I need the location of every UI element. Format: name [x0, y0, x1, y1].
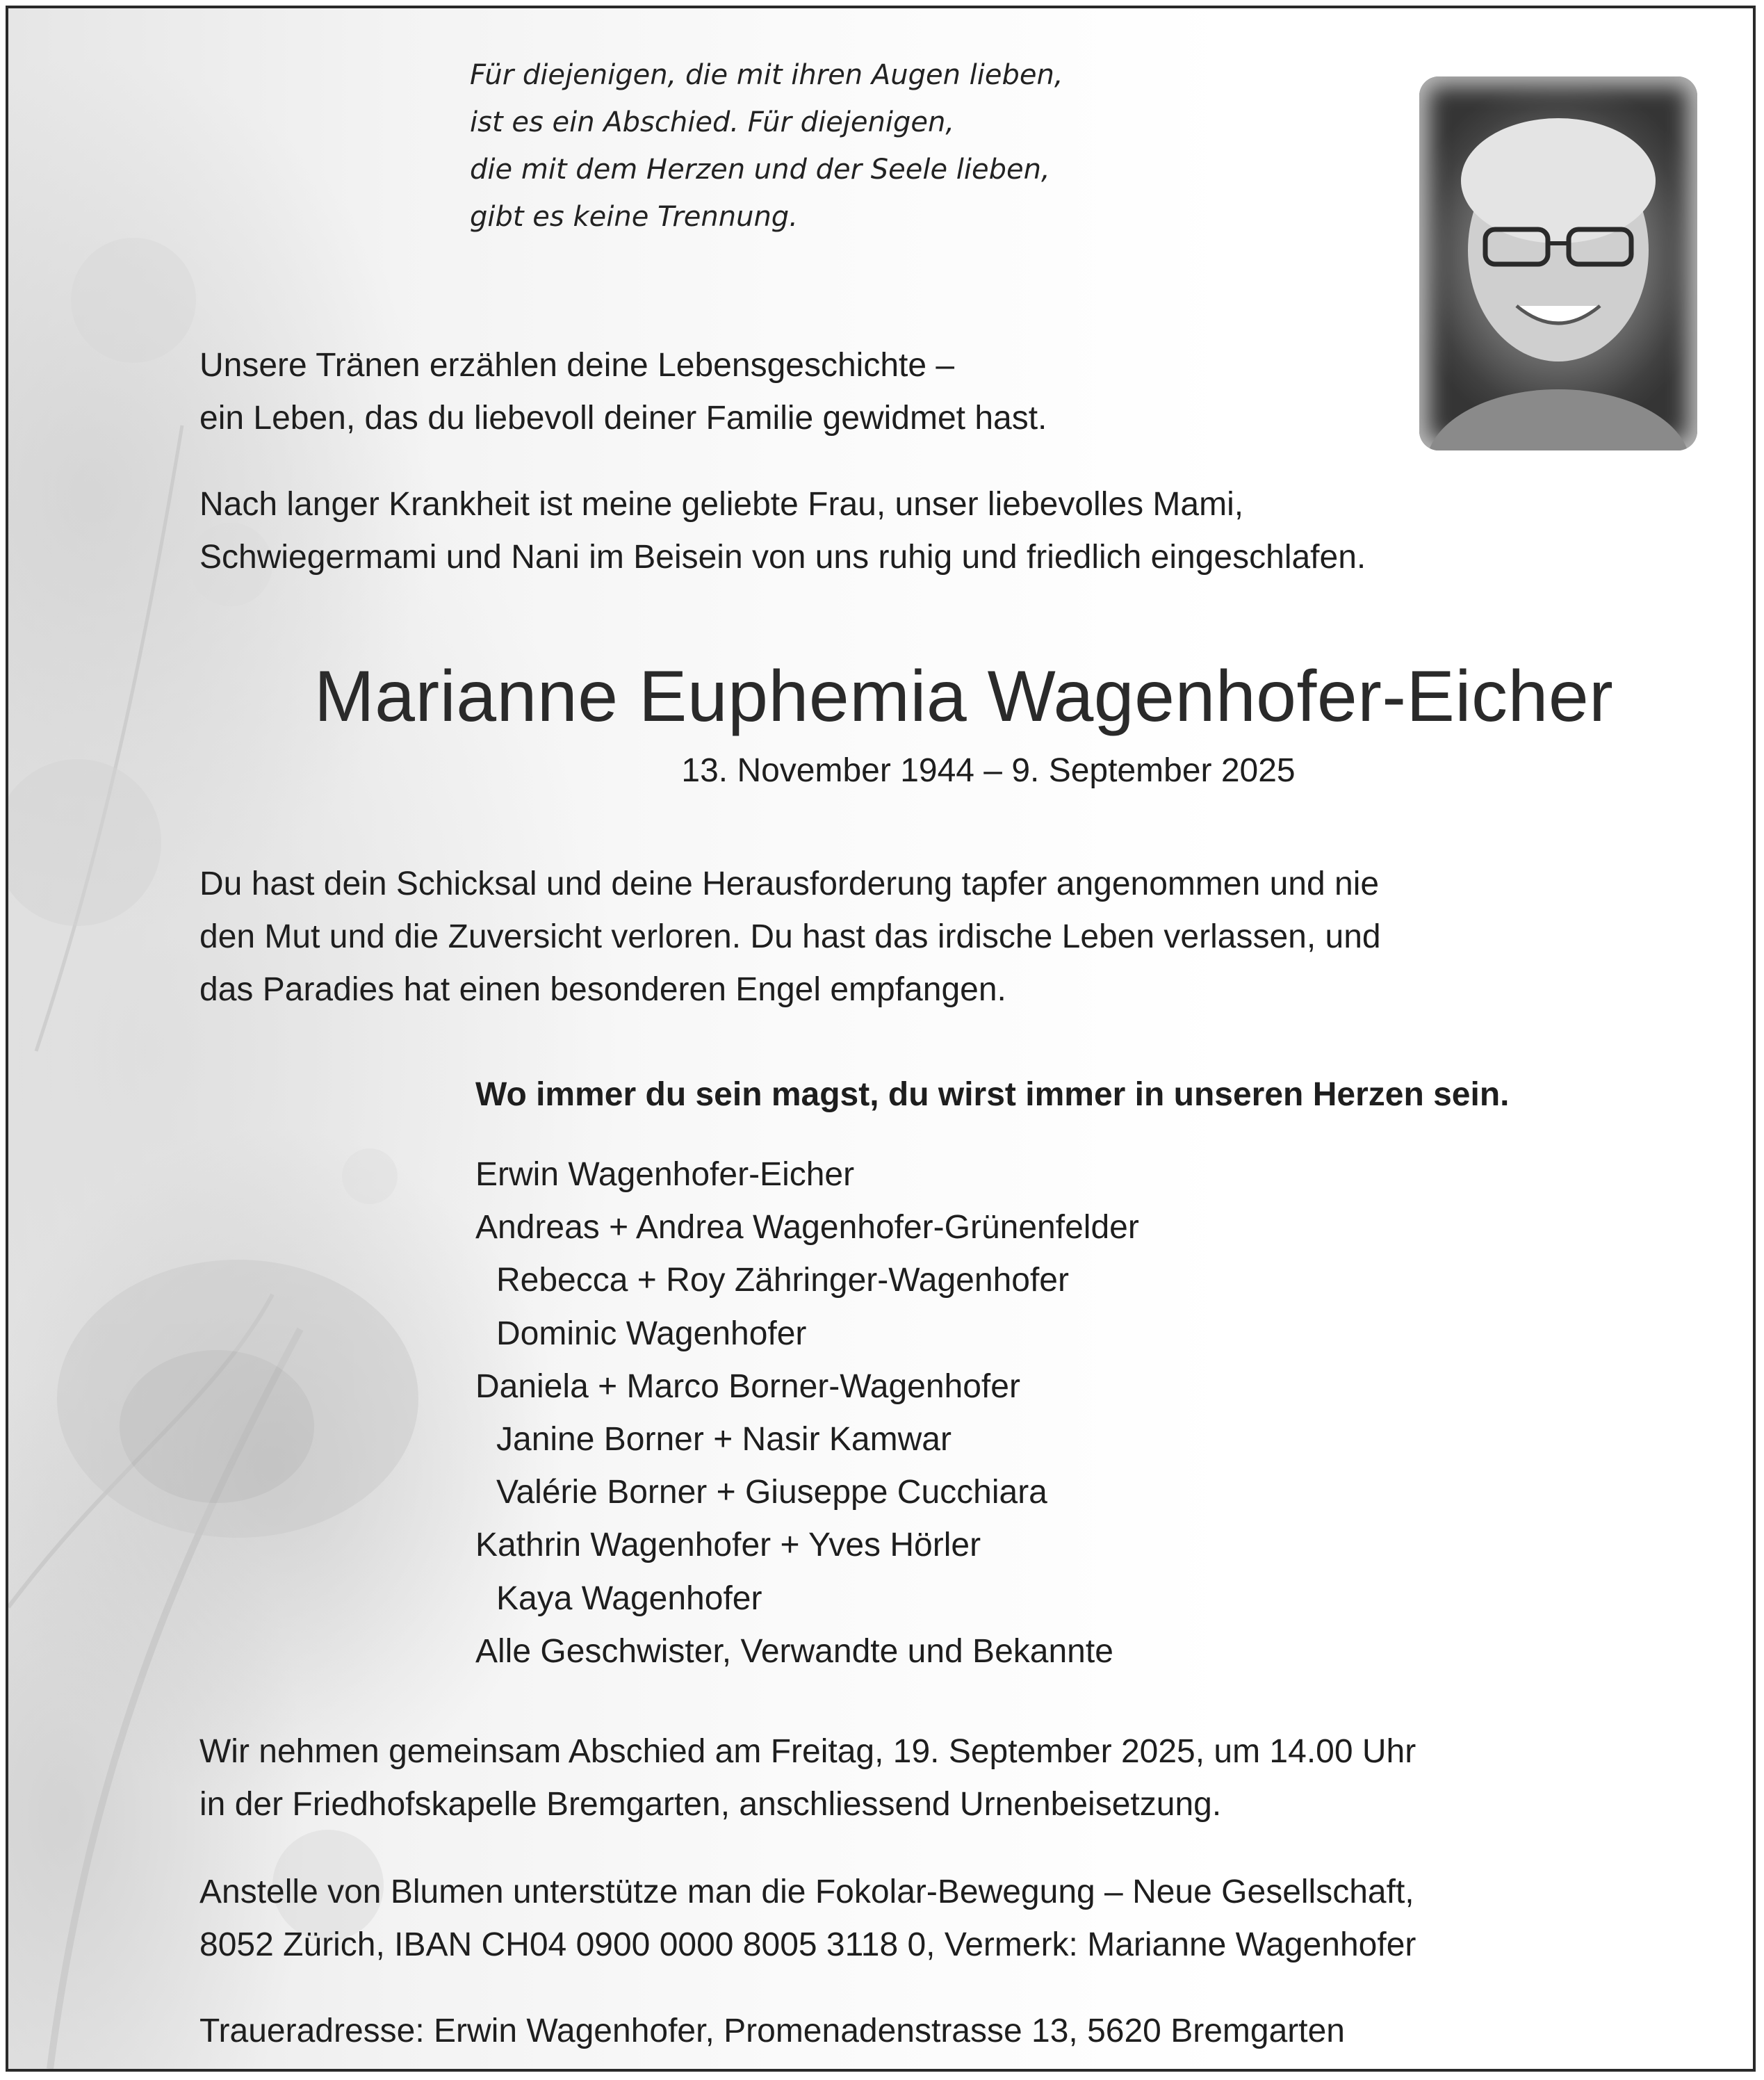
quote-line: ist es ein Abschied. Für diejenigen,: [470, 106, 955, 138]
mourner-entry: Andreas + Andrea Wagenhofer-Grünenfelder: [475, 1209, 1139, 1246]
mourner-entry: Erwin Wagenhofer-Eicher: [475, 1156, 855, 1193]
address-line: Traueradresse: Erwin Wagenhofer, Promenadenstrasse 13, 5620 Bremgarten: [199, 2013, 1345, 2049]
mourner-entry: Kaya Wagenhofer: [496, 1579, 762, 1617]
donation-line: Anstelle von Blumen unterstütze man die Fokolar-Bewegung – Neue Gesellschaft,: [199, 1874, 1414, 1910]
donation-line: 8052 Zürich, IBAN CH04 0900 0000 8005 3118 0, Vermerk: Marianne Wagenhofer: [199, 1926, 1416, 1963]
announcement-paragraph: [199, 478, 1366, 584]
tribute-line: den Mut und die Zuversicht verloren. Du hast das irdische Leben verlassen, und: [199, 918, 1381, 955]
mourner-entry: Kathrin Wagenhofer + Yves Hörler: [475, 1527, 981, 1564]
portrait-face-illustration: [1419, 76, 1697, 450]
bokeh-circle: [342, 1148, 398, 1204]
tribute-paragraph: [199, 858, 1381, 1016]
mourner-entry: Rebecca + Roy Zähringer-Wagenhofer: [496, 1262, 1069, 1299]
mourner-entry: Janine Borner + Nasir Kamwar: [496, 1421, 952, 1459]
quote-line: Für diejenigen, die mit ihren Augen lieben,: [470, 59, 1063, 91]
poppy-center: [120, 1350, 314, 1503]
mourners-list: [475, 1148, 1139, 1678]
tribute-line: Du hast dein Schicksal und deine Herausforderung tapfer angenommen und nie: [199, 866, 1380, 902]
mourner-entry: Alle Geschwister, Verwandte und Bekannte: [475, 1632, 1113, 1670]
mourner-entry: Valérie Borner + Giuseppe Cucchiara: [496, 1474, 1047, 1511]
quote-line: gibt es keine Trennung.: [470, 201, 798, 233]
motto-line: Wo immer du sein magst, du wirst immer in unseren Herzen sein.: [475, 1076, 1510, 1113]
grass-blade: [36, 425, 182, 1051]
portrait-photo: [1419, 76, 1697, 450]
farewell-line: in der Friedhofskapelle Bremgarten, anschliessend Urnenbeisetzung.: [199, 1786, 1222, 1823]
intro-line: Unsere Tränen erzählen deine Lebensgeschichte –: [199, 347, 955, 384]
announcement-line: Nach langer Krankheit ist meine geliebte Frau, unser liebevolles Mami,: [199, 486, 1244, 523]
obituary-notice: [6, 6, 1756, 2072]
intro-paragraph: [199, 339, 1047, 445]
opening-quote: [470, 51, 1063, 241]
farewell-paragraph: [199, 1725, 1416, 1831]
deceased-name: Marianne Euphemia Wagenhofer-Eicher: [314, 656, 1614, 737]
mourner-entry: Daniela + Marco Borner-Wagenhofer: [475, 1367, 1020, 1405]
mourning-address: [199, 2005, 1345, 2058]
tribute-line: das Paradies hat einen besonderen Engel empfangen.: [199, 971, 1006, 1008]
mourner-entry: Dominic Wagenhofer: [496, 1315, 807, 1352]
announcement-line: Schwiegermami und Nani im Beisein von uns ruhig und friedlich eingeschlafen.: [199, 539, 1366, 576]
bokeh-circle: [71, 238, 196, 363]
life-dates: 13. November 1944 – 9. September 2025: [681, 752, 1296, 789]
donation-paragraph: [199, 1866, 1416, 1972]
farewell-line: Wir nehmen gemeinsam Abschied am Freitag, 19. September 2025, um 14.00 Uhr: [199, 1733, 1416, 1770]
quote-line: die mit dem Herzen und der Seele lieben,: [470, 154, 1050, 186]
intro-line: ein Leben, das du liebevoll deiner Familie gewidmet hast.: [199, 400, 1047, 437]
